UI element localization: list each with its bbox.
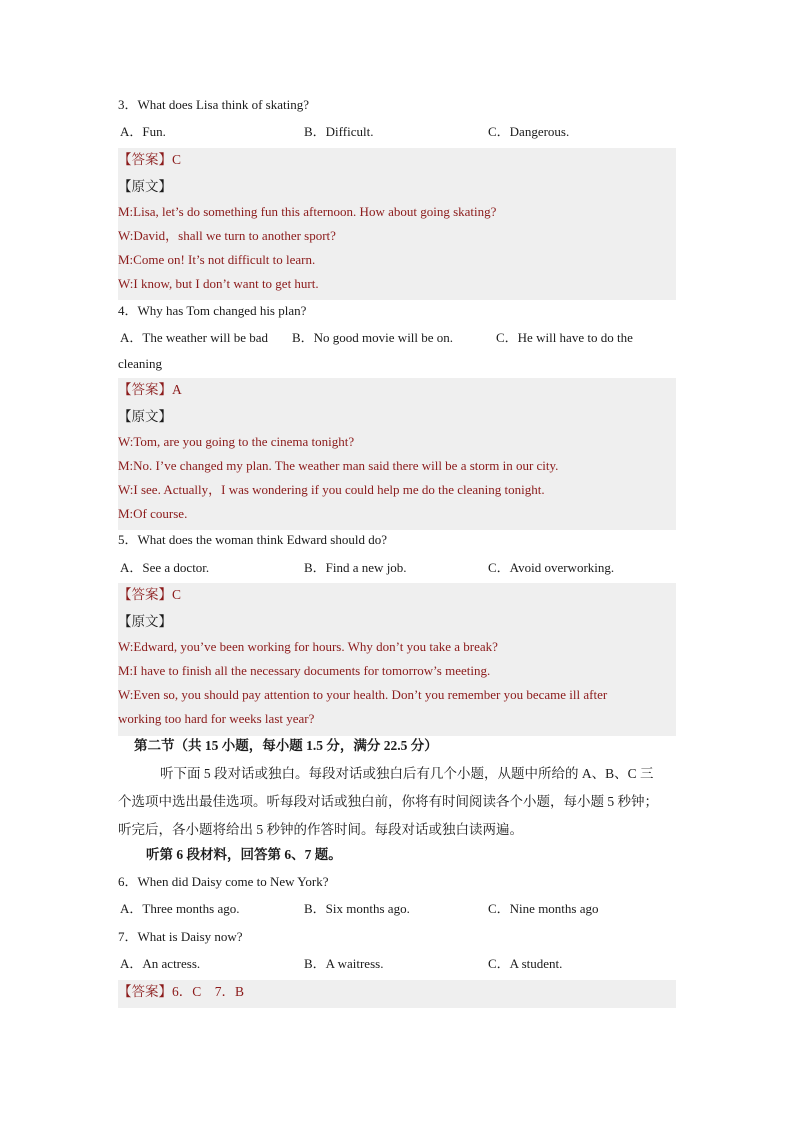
- transcript-line: M:No. I’ve changed my plan. The weather man said there will be a storm in our city.: [118, 454, 676, 478]
- transcript-line: M:Come on! It’s not difficult to learn.: [118, 248, 676, 272]
- transcript-label: 【原文】: [118, 173, 676, 200]
- transcript-line: W:Tom, are you going to the cinema tonight?: [118, 430, 676, 454]
- transcript-label: 【原文】: [118, 403, 676, 430]
- option-a: A．The weather will be bad: [120, 330, 269, 345]
- option-b: B．Find a new job.: [304, 560, 407, 575]
- material-heading: 听第 6 段材料，回答第 6、7 题。: [146, 847, 342, 862]
- transcript-line: M:Lisa, let’s do something fun this afternoon. How about going skating?: [118, 200, 676, 224]
- question-3: 3．What does Lisa think of skating?: [118, 97, 309, 112]
- option-a: A．Fun.: [120, 124, 166, 139]
- option-c: C．He will have to do the: [496, 330, 633, 345]
- answer-label: 【答案】C: [118, 583, 676, 608]
- option-a: A．Three months ago.: [120, 901, 240, 916]
- instructions-line: 听完后，各小题将给出 5 秒钟的作答时间。每段对话或独白读两遍。: [118, 822, 523, 837]
- option-b: B．Difficult.: [304, 124, 374, 139]
- option-c: C．Nine months ago: [488, 901, 599, 916]
- option-c-wrap: cleaning: [118, 356, 163, 371]
- option-b: B．A waitress.: [304, 956, 384, 971]
- option-c: C．Avoid overworking.: [488, 560, 615, 575]
- section-heading: 第二节（共 15 小题，每小题 1.5 分，满分 22.5 分）: [134, 738, 438, 753]
- transcript-line: W:Edward, you’ve been working for hours. Why don’t you take a break?: [118, 635, 676, 659]
- option-a: A．An actress.: [120, 956, 201, 971]
- option-c: C．A student.: [488, 956, 563, 971]
- answer-label: 【答案】A: [118, 378, 676, 403]
- option-b: B．No good movie will be on.: [292, 330, 454, 345]
- transcript-line: W:I know, but I don’t want to get hurt.: [118, 272, 676, 300]
- instructions-line: 听下面 5 段对话或独白。每段对话或独白后有几个小题，从题中所给的 A、B、C 三: [160, 766, 654, 781]
- transcript-label: 【原文】: [118, 608, 676, 635]
- option-b: B．Six months ago.: [304, 901, 410, 916]
- answer-label: 【答案】6．C 7．B: [118, 980, 676, 1008]
- transcript-line: M:I have to finish all the necessary documents for tomorrow’s meeting.: [118, 659, 676, 683]
- transcript-line: W:Even so, you should pay attention to your health. Don’t you remember you became ill after: [118, 683, 676, 707]
- question-4: 4．Why has Tom changed his plan?: [118, 303, 307, 318]
- question-5: 5．What does the woman think Edward should do?: [118, 532, 387, 547]
- option-a: A．See a doctor.: [120, 560, 210, 575]
- transcript-line: W:David，shall we turn to another sport?: [118, 224, 676, 248]
- transcript-line: W:I see. Actually，I was wondering if you could help me do the cleaning tonight.: [118, 478, 676, 502]
- question-7: 7．What is Daisy now?: [118, 929, 243, 944]
- option-c: C．Dangerous.: [488, 124, 570, 139]
- answer-label: 【答案】C: [118, 148, 676, 173]
- instructions-line: 个选项中选出最佳选项。听每段对话或独白前，你将有时间阅读各个小题，每小题 5 秒钟；: [118, 794, 658, 809]
- question-6: 6．When did Daisy come to New York?: [118, 874, 329, 889]
- transcript-line: M:Of course.: [118, 502, 676, 530]
- transcript-line: working too hard for weeks last year?: [118, 707, 676, 736]
